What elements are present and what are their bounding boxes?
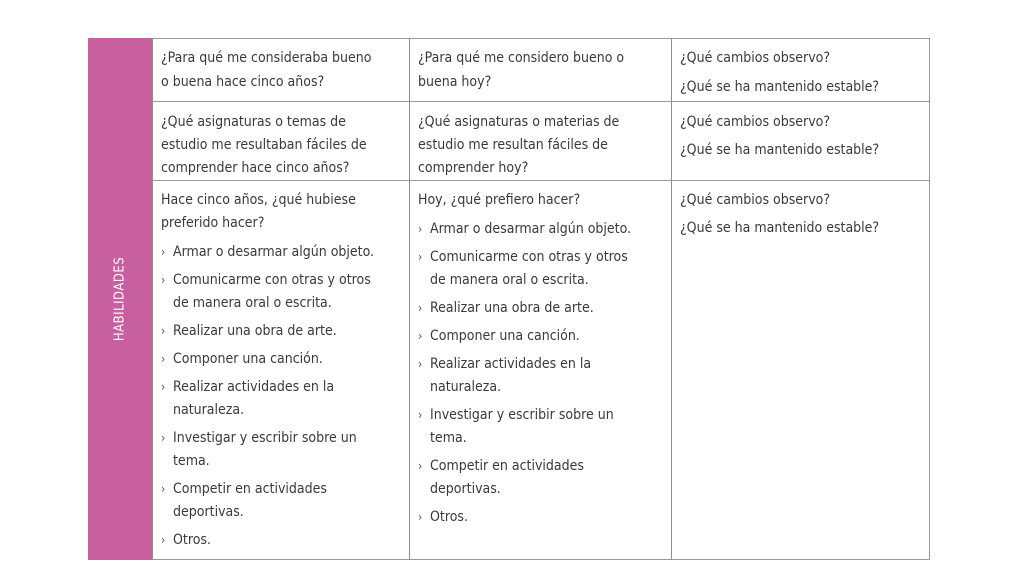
stable-question: ¿Qué se ha mantenido estable? bbox=[680, 142, 880, 158]
option-item bbox=[161, 269, 403, 315]
option-item bbox=[161, 478, 403, 524]
option-item bbox=[418, 353, 665, 399]
option-text-line: tema. bbox=[173, 453, 210, 469]
bullet-chevron-icon: › bbox=[161, 482, 166, 496]
bullet-chevron-icon: › bbox=[161, 431, 166, 445]
option-text-line: Competir en actividades bbox=[430, 458, 584, 474]
bullet-chevron-icon: › bbox=[418, 408, 423, 422]
past-strengths-question bbox=[161, 46, 403, 94]
changes-question: ¿Qué cambios observo? bbox=[680, 114, 831, 130]
cell-present-strengths bbox=[409, 38, 671, 101]
side-label-bar bbox=[88, 38, 152, 560]
option-item bbox=[418, 297, 665, 320]
text-line: ¿Para qué me considero bueno o bbox=[418, 50, 625, 66]
option-item bbox=[161, 376, 403, 422]
option-item bbox=[161, 241, 403, 264]
option-text-line: Otros. bbox=[430, 509, 468, 525]
bullet-chevron-icon: › bbox=[418, 329, 423, 343]
text-line: buena hoy? bbox=[418, 74, 492, 90]
changes-question: ¿Qué cambios observo? bbox=[680, 50, 831, 66]
cell-past-strengths bbox=[152, 38, 409, 101]
changes-question: ¿Qué cambios observo? bbox=[680, 192, 831, 208]
past-preferences-question bbox=[161, 189, 403, 235]
bullet-chevron-icon: › bbox=[418, 222, 423, 236]
option-item bbox=[161, 427, 403, 473]
option-text-line: Otros. bbox=[173, 532, 211, 548]
text-line: estudio me resultan fáciles de bbox=[418, 137, 608, 153]
side-label-text: HABILIDADES bbox=[112, 256, 128, 342]
option-item bbox=[418, 506, 665, 529]
option-item bbox=[161, 529, 403, 552]
option-text-line: Realizar actividades en la bbox=[430, 356, 592, 372]
bullet-chevron-icon: › bbox=[161, 533, 166, 547]
option-text-line: Investigar y escribir sobre un bbox=[173, 430, 357, 446]
cell-present-preferences bbox=[409, 180, 671, 560]
bullet-chevron-icon: › bbox=[418, 250, 423, 264]
text-line: Hoy, ¿qué prefiero hacer? bbox=[418, 192, 581, 208]
option-text-line: Investigar y escribir sobre un bbox=[430, 407, 614, 423]
cell-reflection-preferences bbox=[671, 180, 930, 560]
past-options-list bbox=[161, 241, 403, 552]
text-line: o buena hace cinco años? bbox=[161, 74, 325, 90]
option-text-line: de manera oral o escrita. bbox=[430, 272, 589, 288]
cell-reflection-subjects bbox=[671, 101, 930, 180]
text-line: Hace cinco años, ¿qué hubiese bbox=[161, 192, 356, 208]
cell-present-subjects bbox=[409, 101, 671, 180]
option-text-line: Componer una canción. bbox=[430, 328, 580, 344]
option-text-line: Componer una canción. bbox=[173, 351, 323, 367]
bullet-chevron-icon: › bbox=[161, 245, 166, 259]
bullet-chevron-icon: › bbox=[161, 324, 166, 338]
bullet-chevron-icon: › bbox=[161, 273, 166, 287]
text-line: comprender hace cinco años? bbox=[161, 160, 350, 176]
present-strengths-question bbox=[418, 46, 665, 94]
cell-reflection-strengths bbox=[671, 38, 930, 101]
text-line: ¿Qué asignaturas o materias de bbox=[418, 114, 620, 130]
bullet-chevron-icon: › bbox=[418, 459, 423, 473]
present-preferences-question bbox=[418, 189, 665, 212]
cell-past-preferences bbox=[152, 180, 409, 560]
option-item bbox=[161, 348, 403, 371]
option-text-line: de manera oral o escrita. bbox=[173, 295, 332, 311]
cell-past-subjects bbox=[152, 101, 409, 180]
bullet-chevron-icon: › bbox=[161, 352, 166, 366]
option-item bbox=[161, 320, 403, 343]
option-item bbox=[418, 218, 665, 241]
option-text-line: Realizar una obra de arte. bbox=[173, 323, 337, 339]
option-text-line: deportivas. bbox=[173, 504, 244, 520]
option-text-line: Realizar una obra de arte. bbox=[430, 300, 594, 316]
option-text-line: Armar o desarmar algún objeto. bbox=[430, 221, 632, 237]
text-line: estudio me resultaban fáciles de bbox=[161, 137, 367, 153]
present-options-list bbox=[418, 218, 665, 529]
option-item bbox=[418, 246, 665, 292]
option-text-line: Armar o desarmar algún objeto. bbox=[173, 244, 375, 260]
option-text-line: Comunicarme con otras y otros bbox=[430, 249, 628, 265]
option-item bbox=[418, 325, 665, 348]
skills-table bbox=[88, 38, 930, 560]
option-text-line: deportivas. bbox=[430, 481, 501, 497]
option-text-line: tema. bbox=[430, 430, 467, 446]
option-text-line: naturaleza. bbox=[173, 402, 245, 418]
option-text-line: Comunicarme con otras y otros bbox=[173, 272, 371, 288]
option-item bbox=[418, 455, 665, 501]
option-text-line: naturaleza. bbox=[430, 379, 502, 395]
text-line: comprender hoy? bbox=[418, 160, 529, 176]
stable-question: ¿Qué se ha mantenido estable? bbox=[680, 79, 880, 95]
bullet-chevron-icon: › bbox=[161, 380, 166, 394]
option-item bbox=[418, 404, 665, 450]
bullet-chevron-icon: › bbox=[418, 510, 423, 524]
option-text-line: Realizar actividades en la bbox=[173, 379, 335, 395]
text-line: ¿Para qué me consideraba bueno bbox=[161, 50, 372, 66]
stable-question: ¿Qué se ha mantenido estable? bbox=[680, 220, 880, 236]
bullet-chevron-icon: › bbox=[418, 357, 423, 371]
text-line: ¿Qué asignaturas o temas de bbox=[161, 114, 346, 130]
text-line: preferido hacer? bbox=[161, 215, 265, 231]
option-text-line: Competir en actividades bbox=[173, 481, 327, 497]
bullet-chevron-icon: › bbox=[418, 301, 423, 315]
